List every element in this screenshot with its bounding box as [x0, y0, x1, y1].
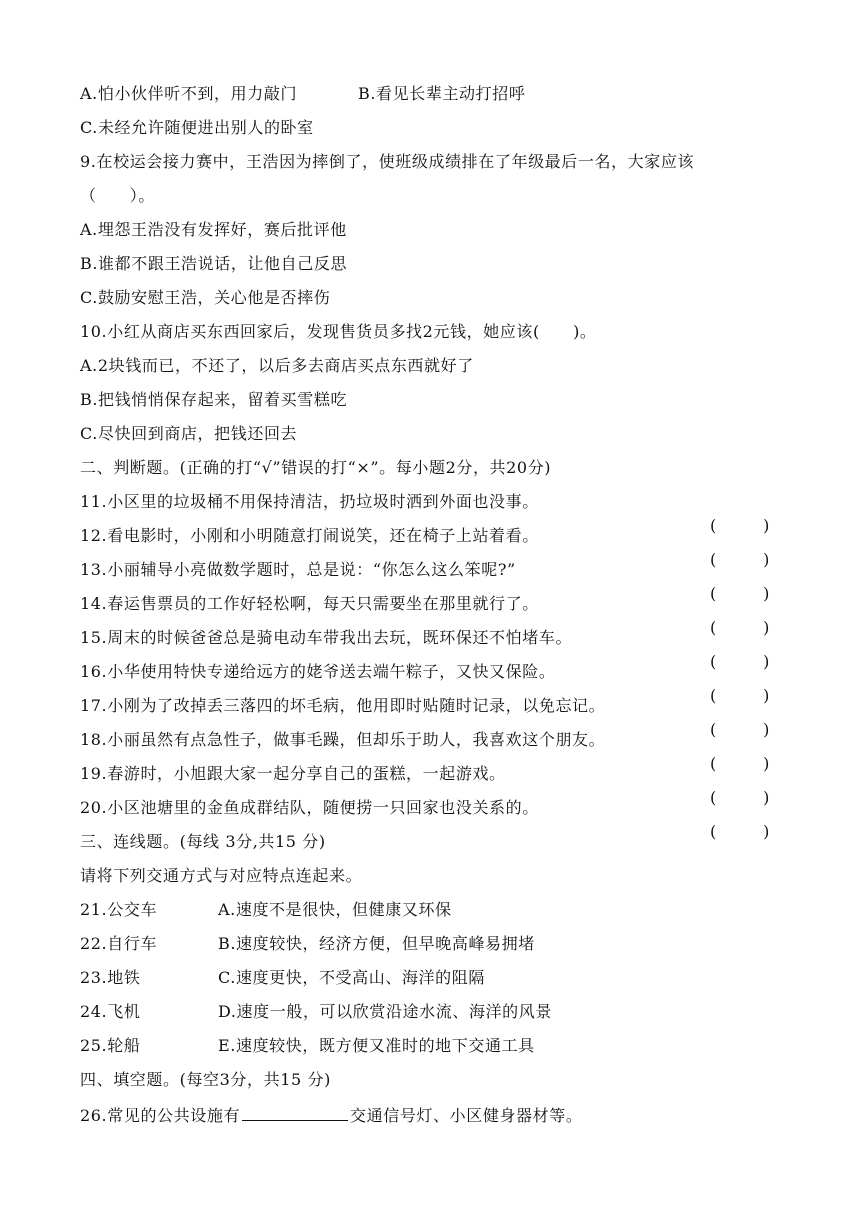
answer-bracket: ( ): [710, 652, 770, 671]
answer-bracket: ( ): [710, 788, 770, 807]
judge-item-text: 13.小丽辅导小亮做数学题时，总是说：“你怎么这么笨呢?”: [80, 560, 516, 579]
fill-blank[interactable]: [242, 1102, 348, 1121]
judge-item: [80, 490, 780, 535]
section2-title: 二、判断题。(正确的打“√”错误的打“×”。每小题2分，共20分): [80, 458, 552, 477]
judge-item: [80, 558, 780, 603]
answer-bracket: ( ): [710, 516, 770, 535]
judge-item: [80, 626, 780, 671]
judge-item: [80, 694, 780, 739]
judge-item: [80, 728, 780, 773]
judge-item: [80, 796, 780, 841]
section4-title: 四、填空题。(每空3分，共15 分): [80, 1070, 331, 1089]
section3-instruction: 请将下列交通方式与对应特点连起来。: [80, 866, 363, 885]
judge-item-text: 11.小区里的垃圾桶不用保持清洁，扔垃圾时洒到外面也没事。: [80, 492, 539, 511]
answer-bracket: ( ): [710, 754, 770, 773]
judge-item-text: 15.周末的时候爸爸总是骑电动车带我出去玩，既环保还不怕堵车。: [80, 628, 573, 647]
match-right-item: A.速度不是很快，但健康又环保: [218, 900, 452, 919]
q9-option-c: C.鼓励安慰王浩，关心他是否摔伤: [80, 288, 331, 307]
q10-option-a: A.2块钱而已，不还了，以后多去商店买点东西就好了: [80, 356, 474, 375]
match-row: [80, 1000, 720, 1024]
answer-bracket: ( ): [710, 720, 770, 739]
q26-row: [80, 1102, 582, 1126]
judge-item-text: 12.看电影时，小刚和小明随意打闹说笑，还在椅子上站着看。: [80, 526, 539, 545]
judge-item: [80, 524, 780, 569]
judge-item: [80, 592, 780, 637]
match-left-item: 25.轮船: [80, 1036, 141, 1055]
answer-bracket: ( ): [710, 550, 770, 569]
match-right-item: E.速度较快，既方便又准时的地下交通工具: [218, 1036, 535, 1055]
judge-item-text: 20.小区池塘里的金鱼成群结队，随便捞一只回家也没关系的。: [80, 798, 539, 817]
q26-text-after: 交通信号灯、小区健身器材等。: [350, 1106, 583, 1125]
q9-option-a: A.埋怨王浩没有发挥好，赛后批评他: [80, 220, 347, 239]
q10-stem: 10.小红从商店买东西回家后，发现售货员多找2元钱，她应该( )。: [80, 322, 597, 341]
judge-item-text: 18.小丽虽然有点急性子，做事毛躁，但却乐于助人，我喜欢这个朋友。: [80, 730, 606, 749]
match-left-item: 21.公交车: [80, 900, 158, 919]
q9-stem-cont: （ ）。: [80, 186, 156, 205]
judge-item: [80, 660, 780, 705]
match-row: [80, 1034, 720, 1058]
match-row: [80, 966, 720, 990]
q9-stem: 9.在校运会接力赛中，王浩因为摔倒了，使班级成绩排在了年级最后一名，大家应该: [80, 152, 695, 171]
match-row: [80, 898, 720, 922]
answer-bracket: ( ): [710, 822, 770, 841]
match-left-item: 24.飞机: [80, 1002, 141, 1021]
judge-item: [80, 762, 780, 807]
answer-bracket: ( ): [710, 584, 770, 603]
section3-title: 三、连线题。(每线 3分,共15 分): [80, 832, 326, 851]
judge-item-text: 17.小刚为了改掉丢三落四的坏毛病，他用即时贴随时记录，以免忘记。: [80, 696, 606, 715]
judge-item-text: 16.小华使用特快专递给远方的姥爷送去端午粽子，又快又保险。: [80, 662, 556, 681]
match-left-item: 22.自行车: [80, 934, 158, 953]
match-left-item: 23.地铁: [80, 968, 141, 987]
q8-option-c: C.未经允许随便进出别人的卧室: [80, 118, 314, 137]
match-right-item: B.速度较快，经济方便，但早晚高峰易拥堵: [218, 934, 535, 953]
q8-option-a: A.怕小伙伴听不到，用力敲门: [80, 84, 298, 103]
answer-bracket: ( ): [710, 686, 770, 705]
q10-option-b: B.把钱悄悄保存起来，留着买雪糕吃: [80, 390, 348, 409]
match-right-item: D.速度一般，可以欣赏沿途水流、海洋的风景: [218, 1002, 552, 1021]
judge-item-text: 19.春游时，小旭跟大家一起分享自己的蛋糕，一起游戏。: [80, 764, 506, 783]
match-right-item: C.速度更快，不受高山、海洋的阻隔: [218, 968, 485, 987]
q26-text-before: 26.常见的公共设施有: [80, 1106, 241, 1125]
q9-option-b: B.谁都不跟王浩说话，让他自己反思: [80, 254, 348, 273]
judge-item-text: 14.春运售票员的工作好轻松啊，每天只需要坐在那里就行了。: [80, 594, 539, 613]
answer-bracket: ( ): [710, 618, 770, 637]
match-row: [80, 932, 720, 956]
q8-option-row: [80, 82, 526, 106]
q10-option-c: C.尽快回到商店，把钱还回去: [80, 424, 298, 443]
q8-option-b: B.看见长辈主动打招呼: [358, 84, 526, 103]
